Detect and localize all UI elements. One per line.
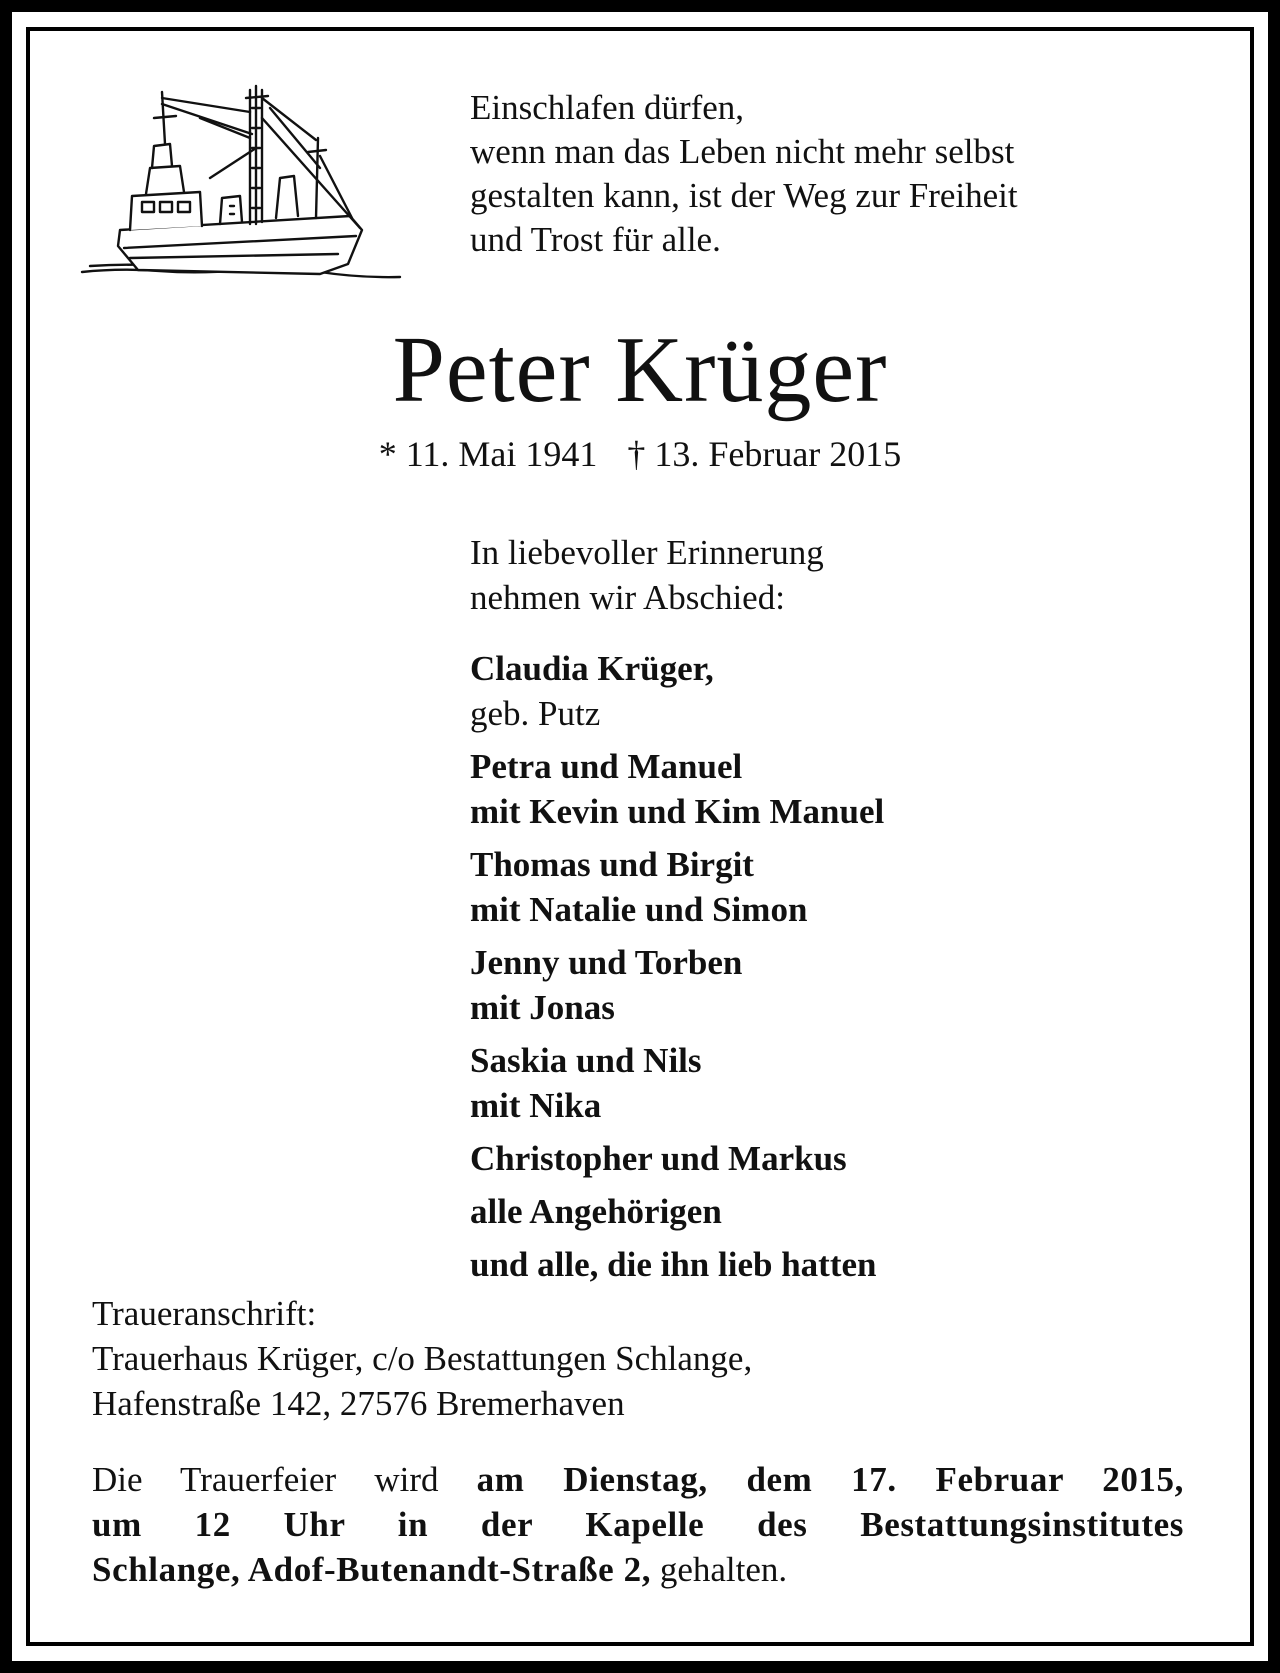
- death-date: † 13. Februar 2015: [627, 434, 902, 474]
- farewell-line: nehmen wir Abschied:: [470, 578, 785, 617]
- mourner-group: [470, 1136, 884, 1181]
- life-dates: [0, 432, 1280, 476]
- mourner-group: [470, 646, 884, 736]
- mourner-group: [470, 940, 884, 1030]
- address-label: Traueranschrift:: [92, 1294, 317, 1333]
- motto-line: gestalten kann, ist der Weg zur Freiheit: [470, 176, 1018, 215]
- mourner-group: [470, 842, 884, 932]
- motto-verse: [470, 86, 1190, 262]
- mourning-address: [92, 1291, 752, 1426]
- motto-line: und Trost für alle.: [470, 220, 721, 259]
- service-line: [92, 1457, 1184, 1502]
- mourner-group: [470, 1242, 884, 1287]
- birth-date: * 11. Mai 1941: [378, 434, 598, 474]
- mourner-group: [470, 1189, 884, 1234]
- mourner-line: Christopher und Markus: [470, 1139, 847, 1178]
- farewell-text: [470, 530, 824, 620]
- mourner-name: Claudia Krüger,: [470, 649, 714, 688]
- service-intro: Die Trauerfeier wird: [92, 1460, 477, 1499]
- mourner-line: [470, 646, 884, 736]
- mourner-line: mit Natalie und Simon: [470, 890, 808, 929]
- deceased-name: Peter Krüger: [392, 318, 888, 422]
- motto-line: Einschlafen dürfen,: [470, 88, 745, 127]
- service-line: [92, 1502, 1184, 1547]
- mourner-group: [470, 744, 884, 834]
- mourner-line: mit Kevin und Kim Manuel: [470, 792, 885, 831]
- mourner-line: und alle, die ihn lieb hatten: [470, 1245, 877, 1284]
- mourner-line: Petra und Manuel: [470, 747, 743, 786]
- address-line: Hafenstraße 142, 27576 Bremerhaven: [92, 1384, 625, 1423]
- fishing-trawler-icon: [80, 78, 405, 283]
- farewell-line: In liebevoller Erinnerung: [470, 533, 824, 572]
- mourners-list: [470, 646, 884, 1295]
- mourner-line: mit Nika: [470, 1086, 602, 1125]
- service-date: am Dienstag, dem 17. Februar 2015,: [476, 1460, 1184, 1499]
- mourner-group: [470, 1038, 884, 1128]
- mourner-line: Saskia und Nils: [470, 1041, 702, 1080]
- mourner-line: mit Jonas: [470, 988, 615, 1027]
- address-line: Trauerhaus Krüger, c/o Bestattungen Schlange,: [92, 1339, 753, 1378]
- maiden-name: geb. Putz: [470, 694, 601, 733]
- service-outro: gehalten.: [651, 1550, 788, 1589]
- service-address: Schlange, Adof-Butenandt-Straße 2,: [92, 1550, 652, 1589]
- motto-line: wenn man das Leben nicht mehr selbst: [470, 132, 1015, 171]
- mourner-line: Thomas und Birgit: [470, 845, 754, 884]
- service-time-place: um 12 Uhr in der Kapelle des Bestattungsinstitutes: [92, 1505, 1184, 1544]
- service-line: [92, 1547, 1184, 1592]
- funeral-service-info: [92, 1457, 1184, 1592]
- mourner-line: alle Angehörigen: [470, 1192, 722, 1231]
- mourner-line: Jenny und Torben: [470, 943, 743, 982]
